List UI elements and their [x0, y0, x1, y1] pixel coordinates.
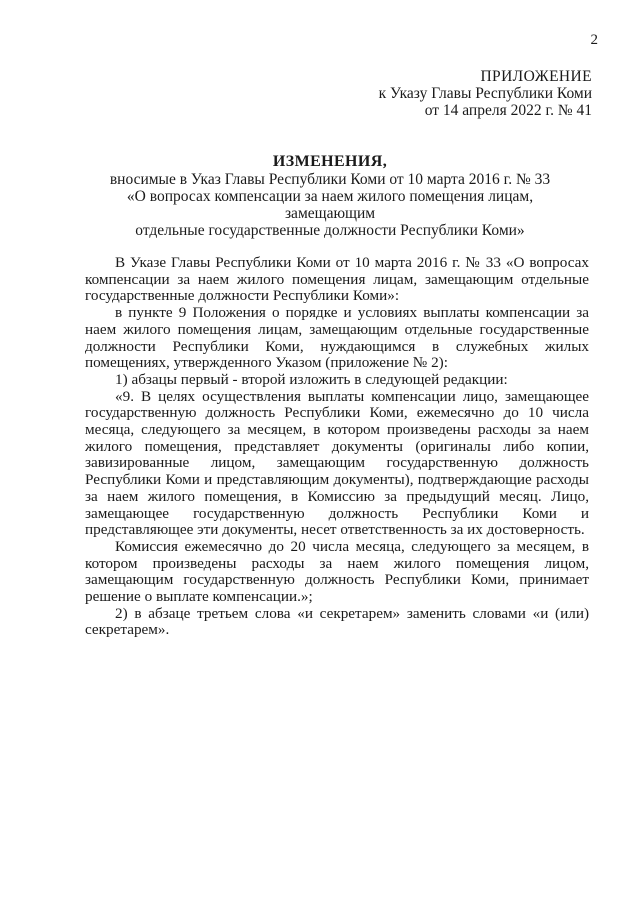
paragraph-item-1: 1) абзацы первый - второй изложить в следующей редакции:	[115, 370, 508, 388]
appendix-date: от 14 апреля 2022 г. № 41	[424, 102, 592, 119]
document-title: ИЗМЕНЕНИЯ,	[272, 153, 388, 170]
paragraph-intro: В Указе Главы Республики Коми от 10 марта 2016 г. № 33 «О вопросах компенсации за наем жилого помещения лицам, замещающим отдельные государственные должности Республики Коми»:	[85, 254, 589, 305]
page-number: 2	[590, 32, 598, 48]
appendix-header	[379, 68, 592, 119]
heading-line-3: отдельные государственные должности Республики Коми»	[135, 222, 525, 239]
appendix-title: ПРИЛОЖЕНИЕ	[480, 68, 592, 85]
paragraph-commission: Комиссия ежемесячно до 20 числа месяца, следующего за месяцем, в котором произведены расходы за наем жилого помещения лицом, замещающим государственную должность Республики Коми, принимает решение о выплате компенсации.»;	[85, 537, 589, 606]
document-body	[85, 255, 589, 639]
heading-line-2: «О вопросах компенсации за наем жилого помещения лицам, замещающим	[126, 188, 534, 222]
paragraph-point-9: в пункте 9 Положения о порядке и условиях выплаты компенсации за наем жилого помещения лицам, замещающим отдельные государственные должности Республики Коми, нуждающимся в служебных жилых помещениях, утвержденного Указом (приложение № 2):	[85, 304, 589, 372]
appendix-reference: к Указу Главы Республики Коми	[378, 85, 592, 102]
heading-line-1: вносимые в Указ Главы Республики Коми от 10 марта 2016 г. № 33	[109, 171, 551, 188]
document-heading	[80, 153, 580, 239]
paragraph-item-2: 2) в абзаце третьем слова «и секретарем» заменить словами «и (или) секретарем».	[85, 604, 589, 639]
paragraph-quote-9: «9. В целях осуществления выплаты компенсации лицо, замещающее государственную должность Республики Коми, ежемесячно до 10 числа месяца, следующего за месяцем, в котором произведены расходы за наем жилого помещения, представляет документы (оригиналы либо копии, завизированные лицом, замещающим государственную должность Республики Коми и представляющим документы), подтверждающие расходы за наем жилого помещения, в Комиссию за предыдущий месяц. Лицо, замещающее государственную должность Республики Коми и представляющее эти документы, несет ответственность за их достоверность.	[85, 387, 589, 539]
